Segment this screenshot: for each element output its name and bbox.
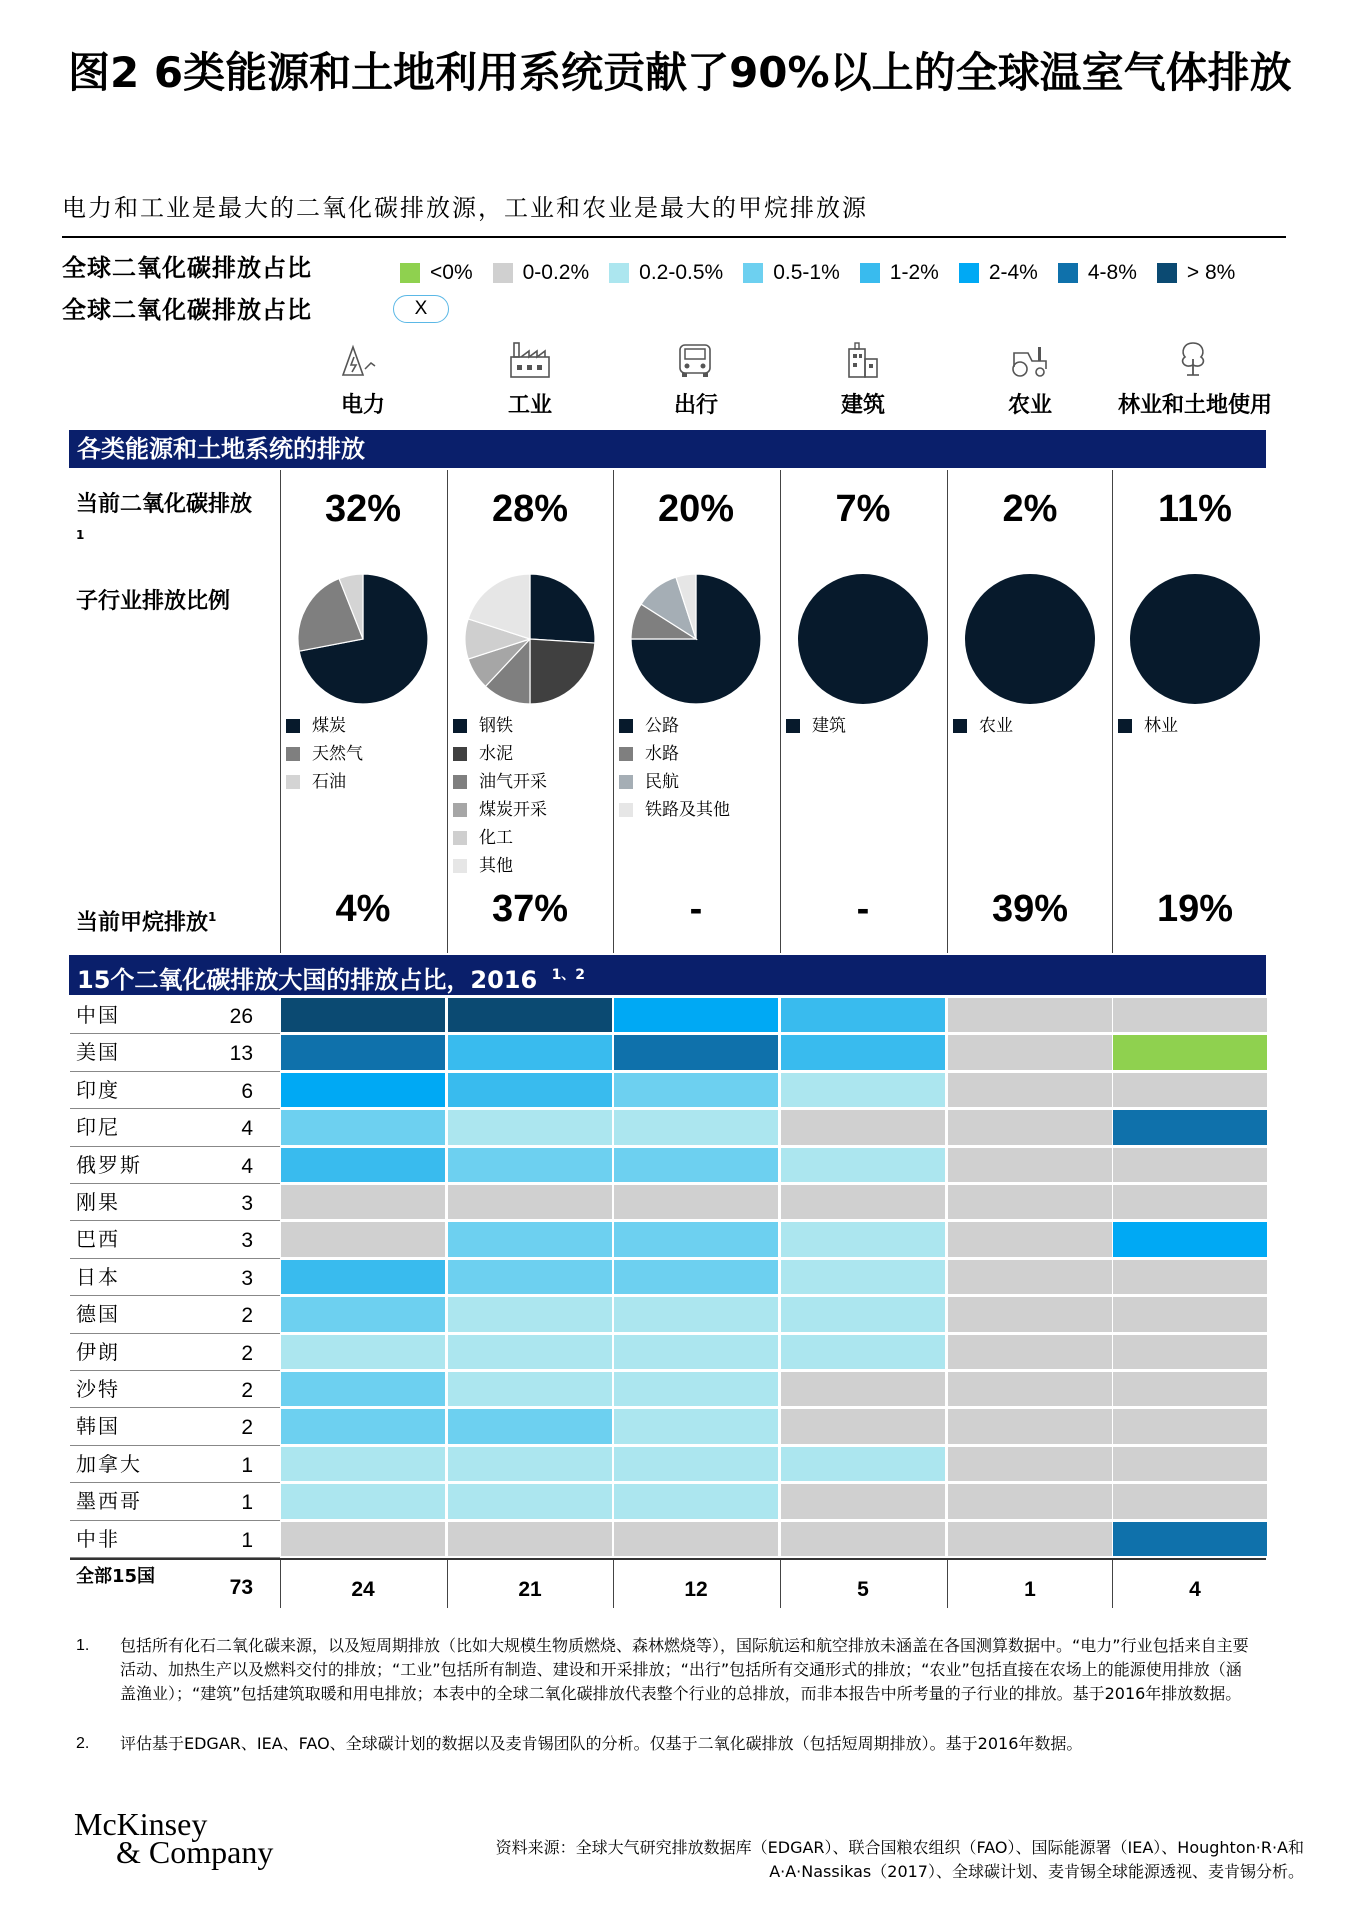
country-share: 2 [241,1341,253,1365]
heatmap-cell [614,1335,778,1369]
sector-header [780,334,946,419]
heatmap-cell [781,1447,945,1481]
sector-header [280,334,446,419]
methane-footnote-ref: 1 [208,910,217,924]
legend-item [493,261,590,285]
car-icon [613,334,779,382]
co2-share: 2% [1002,488,1058,530]
heatmap-cell [781,1297,945,1331]
subsector-legend [453,712,547,880]
section2-footnote-ref: 1、2 [551,967,586,983]
legend-item [609,261,723,285]
source-note: 资料来源：全球大气研究排放数据库（EDGAR）、联合国粮农组织（FAO）、国际能源署（IEA）、Houghton·R·A和A·A·Nassikas（2017）、全球碳计划、麦肯锡全球能源透视、麦肯锡分析。 [495,1838,1304,1881]
heatmap-cell [781,1148,945,1182]
column-divider [447,470,448,953]
legend-swatch [619,775,633,789]
subsector-name: 建筑 [812,716,846,736]
heatmap-cell [614,1148,778,1182]
subsector-name: 铁路及其他 [645,800,730,820]
sector-header [447,334,613,419]
heatmap-cell [614,1297,778,1331]
heatmap-cell [614,1110,778,1144]
heatmap-cell [448,1073,612,1107]
sector-name: 出行 [673,393,718,418]
heatmap-cell [448,1185,612,1219]
heatmap-cell [614,1484,778,1518]
heatmap-cell [1113,1260,1267,1294]
heatmap-cell [948,998,1112,1032]
methane-share: 19% [1156,888,1234,930]
heatmap-cell [781,1073,945,1107]
legend-item-label: <0% [430,261,473,284]
subsector-legend-item [453,852,547,880]
heatmap-cell [448,1148,612,1182]
country-name: 美国 [76,1040,120,1065]
logo-line2: & Company [116,1834,274,1870]
country-share: 4 [241,1154,253,1178]
row-label-co2 [76,490,256,556]
legend-swatch [493,263,513,283]
tree-icon [1112,334,1278,382]
subsector-legend-item [619,768,730,796]
tractor-icon [947,334,1113,382]
heatmap-cell [948,1110,1112,1144]
totals-rule [70,1558,1266,1560]
sector-name: 电力 [340,393,385,418]
country-name: 巴西 [76,1227,120,1252]
legend-swatch [1118,719,1132,733]
subsector-legend-item [1118,712,1178,740]
legend-swatch [1058,263,1078,283]
heatmap-cell [1113,1409,1267,1443]
legend-swatch [953,719,967,733]
subsector-legend-item [619,712,730,740]
heatmap-cell [448,1222,612,1256]
heatmap-cell [281,1522,445,1556]
sector-header [1112,334,1278,419]
sector-total: 4 [1189,1578,1201,1601]
total-label: 全部15国 [76,1566,156,1587]
footnote-number: 1. [76,1637,90,1654]
methane-share: 37% [491,888,569,930]
subsector-legend-item [286,768,363,796]
column-divider [613,470,614,953]
heatmap-cell [614,998,778,1032]
legend-item [400,261,473,285]
sector-total: 1 [1024,1578,1036,1601]
page-subtitle: 电力和工业是最大的二氧化碳排放源，工业和农业是最大的甲烷排放源 [62,194,868,222]
heatmap-cell [1113,1222,1267,1256]
divider [62,236,1286,238]
subsector-pie [797,573,929,709]
subsector-legend-item [453,796,547,824]
heatmap-cell [448,1522,612,1556]
subsector-legend-item [619,796,730,824]
heatmap-cell [448,1110,612,1144]
legend-swatch [453,831,467,845]
legend-item [1058,261,1137,285]
heatmap-cell [281,1372,445,1406]
co2-footnote-ref: 1 [76,528,85,542]
subsector-name: 钢铁 [479,716,513,736]
country-name: 韩国 [76,1414,120,1439]
co2-share: 7% [835,488,891,530]
subsector-legend-item [619,740,730,768]
sector-total: 21 [518,1578,542,1601]
heatmap-cell [948,1522,1112,1556]
sector-total: 24 [351,1578,375,1601]
sector-name: 农业 [1007,393,1052,418]
legend-swatch [286,775,300,789]
heatmap-cell [614,1185,778,1219]
legend-swatch [619,747,633,761]
heatmap-cell [448,1260,612,1294]
mckinsey-logo [74,1808,273,1868]
subsector-name: 天然气 [312,744,363,764]
heatmap-cell [781,1522,945,1556]
country-share: 2 [241,1379,253,1402]
country-share: 4 [241,1117,253,1141]
subsector-name: 化工 [479,828,513,848]
heatmap-cell [281,998,445,1032]
sector-name: 工业 [507,393,552,418]
heatmap-cell [448,1447,612,1481]
sector-name: 林业和土地使用 [1117,393,1272,418]
country-share: 2 [241,1416,253,1440]
heatmap-cell [948,1260,1112,1294]
subsector-pie [297,573,429,709]
subsector-legend-item [453,712,547,740]
country-share: 3 [241,1266,253,1290]
methane-share: 39% [991,888,1069,930]
subsector-name: 民航 [645,772,679,792]
heatmap-cell [448,998,612,1032]
heatmap-cell [614,1222,778,1256]
sector-total: 12 [684,1578,708,1601]
heatmap-cell [948,1484,1112,1518]
subsector-legend-item [453,768,547,796]
legend-item-label: 4-8% [1087,261,1137,284]
subsector-name: 水泥 [479,744,513,764]
subsector-legend [953,712,1013,740]
methane-share: - [689,888,703,930]
subsector-name: 油气开采 [479,772,547,792]
heatmap-cell [948,1185,1112,1219]
country-name: 中非 [76,1526,120,1551]
legend-swatch [619,803,633,817]
building-icon [780,334,946,382]
heatmap-cell [614,1409,778,1443]
subsector-pie [630,573,762,709]
heatmap-cell [1113,998,1267,1032]
subsector-legend [1118,712,1178,740]
heatmap-cell [281,1222,445,1256]
country-share: 13 [229,1042,253,1066]
subsector-name: 公路 [645,716,679,736]
heatmap-cell [448,1335,612,1369]
legend-item [860,261,939,285]
heatmap-cell [948,1335,1112,1369]
heatmap-cell [614,1073,778,1107]
legend-swatch [1157,263,1177,283]
x-marker-pill: X [393,295,449,323]
country-share: 2 [241,1304,253,1328]
subsector-name: 其他 [479,856,513,876]
heatmap-cell [781,1484,945,1518]
heatmap-cell [781,1409,945,1443]
heatmap-cell [281,1484,445,1518]
legend-item-label: > 8% [1186,261,1236,284]
methane-label-text: 当前甲烷排放 [76,910,209,936]
pie-slice [965,574,1095,704]
legend-item-label: 2-4% [988,261,1038,284]
heatmap-cell [781,1035,945,1069]
total-all: 73 [229,1576,253,1599]
heatmap-cell [281,1110,445,1144]
legend-item [743,261,840,285]
country-name: 中国 [76,1003,120,1027]
heatmap-cell [948,1447,1112,1481]
sector-total: 5 [857,1578,869,1601]
heatmap-cell [281,1297,445,1331]
methane-share: 4% [335,888,391,930]
country-share: 1 [241,1453,253,1477]
legend-swatch [453,803,467,817]
heatmap-cell [1113,1372,1267,1406]
co2-label-text: 当前二氧化碳排放 [76,492,253,517]
sector-header [613,334,779,419]
legend-item-label: 0.2-0.5% [639,261,724,284]
heatmap-cell [1113,1522,1267,1556]
country-share: 26 [229,1005,253,1028]
heatmap-cell [1113,1035,1267,1069]
sector-header [947,334,1113,419]
subsector-name: 水路 [645,744,679,764]
legend-item-label: 0-0.2% [522,261,590,284]
footnote-number: 2. [76,1735,90,1752]
pie-slice [1130,574,1260,704]
co2-share: 11% [1158,488,1232,530]
heatmap-cell [448,1297,612,1331]
legend-swatch [959,263,979,283]
heatmap-cell [448,1409,612,1443]
co2-share: 28% [491,488,569,530]
heatmap-cell [781,1372,945,1406]
color-legend [400,258,1255,288]
heatmap-cell [281,1409,445,1443]
legend-swatch [286,747,300,761]
legend-swatch [453,775,467,789]
sector-name: 建筑 [840,393,885,418]
column-divider [780,470,781,953]
heatmap-cell [1113,1073,1267,1107]
heatmap-cell [948,1035,1112,1069]
row-label-methane [76,902,216,938]
country-name: 墨西哥 [76,1489,142,1514]
subsector-pie [964,573,1096,709]
country-name: 刚果 [76,1190,120,1214]
section-header-countries [69,955,1266,995]
column-divider [280,470,281,953]
country-share: 6 [241,1079,253,1103]
legend-swatch [453,719,467,733]
heatmap-cell [281,1260,445,1294]
subsector-name: 石油 [312,772,346,792]
subsector-name: 煤炭开采 [479,800,547,820]
heatmap-cell [948,1409,1112,1443]
heatmap-cell [614,1035,778,1069]
footnote-text: 包括所有化石二氧化碳来源，以及短周期排放（比如大规模生物质燃烧、森林燃烧等），国际航运和航空排放未涵盖在各国测算数据中。“电力”行业包括来自主要活动、加热生产以及燃料交付的排放；“工业”包括所有制造、建设和开采排放；“出行”包括所有交通形式的排放；“农业”包括直接在农场上的能源使用排放（涵盖渔业）；“建筑”包括建筑取暖和用电排放；本表中的全球二氧化碳排放代表整个行业的总排放，而非本报告中所考量的子行业的排放。基于2016年排放数据。 [120,1636,1249,1703]
subsector-legend [786,712,846,740]
legend-item [1157,261,1235,285]
legend-swatch [609,263,629,283]
legend-swatch [286,719,300,733]
legend-swatch [743,263,763,283]
heatmap-cell [448,1372,612,1406]
pie-slice [530,639,595,704]
subsector-legend-item [453,824,547,852]
country-name: 印尼 [76,1115,120,1140]
subsector-legend [619,712,730,824]
heatmap-cell [614,1372,778,1406]
heatmap-cell [781,998,945,1032]
subsector-pie [1129,573,1261,709]
country-share: 1 [241,1491,253,1515]
pie-slice [530,574,595,643]
country-share: 1 [241,1528,253,1552]
subsector-pie [464,573,596,709]
subsector-name: 煤炭 [312,716,346,736]
footnote [76,1634,1256,1706]
heatmap-cell [1113,1484,1267,1518]
subsector-name: 农业 [979,716,1013,736]
heatmap-cell [281,1148,445,1182]
heatmap-cell [448,1484,612,1518]
heatmap-cell [281,1073,445,1107]
legend-label: 全球二氧化碳排放占比 [62,254,312,282]
legend-item [959,261,1038,285]
country-name: 德国 [76,1302,120,1327]
heatmap-cell [781,1185,945,1219]
heatmap-cell [281,1185,445,1219]
subsector-legend-item [786,712,846,740]
heatmap-cell [1113,1335,1267,1369]
co2-share: 20% [657,488,735,530]
country-name: 印度 [76,1077,120,1102]
logo-line1: McKinsey [74,1806,208,1842]
heatmap-cell [781,1110,945,1144]
heatmap-cell [948,1222,1112,1256]
co2-share: 32% [324,488,402,530]
row-label-subsector: 子行业排放比例 [76,589,231,614]
heatmap-cell [281,1035,445,1069]
legend-label-2: 全球二氧化碳排放占比 [62,296,312,324]
country-name: 伊朗 [76,1339,120,1364]
pie-slice [798,574,928,704]
country-name: 俄罗斯 [76,1152,142,1177]
legend-item-label: 0.5-1% [773,261,840,284]
heatmap-cell [614,1260,778,1294]
legend-swatch [860,263,880,283]
legend-swatch [453,747,467,761]
page-title: 图2 6类能源和土地利用系统贡献了90%以上的全球温室气体排放 [68,48,1292,97]
heatmap-cell [781,1335,945,1369]
country-share: 3 [241,1229,253,1253]
country-name: 加拿大 [76,1451,142,1476]
legend-swatch [453,859,467,873]
subsector-legend-item [286,712,363,740]
column-divider [947,470,948,953]
heatmap-cell [781,1260,945,1294]
legend-swatch [400,263,420,283]
country-name: 沙特 [76,1377,120,1401]
heatmap-cell [948,1372,1112,1406]
methane-share: - [856,888,870,930]
heatmap-cell [614,1447,778,1481]
heatmap-cell [281,1447,445,1481]
section-header-systems: 各类能源和土地系统的排放 [69,430,1266,468]
heatmap-cell [948,1297,1112,1331]
footnote-text: 评估基于EDGAR、IEA、FAO、全球碳计划的数据以及麦肯锡团队的分析。仅基于二氧化碳排放（包括短周期排放）。基于2016年数据。 [120,1734,1083,1753]
heatmap-cell [948,1148,1112,1182]
power-icon [280,334,446,382]
heatmap-cell [948,1073,1112,1107]
heatmap-cell [1113,1297,1267,1331]
legend-item-label: 1-2% [889,261,939,284]
legend-swatch [786,719,800,733]
legend-swatch [619,719,633,733]
subsector-name: 林业 [1144,716,1178,736]
country-share: 3 [241,1192,253,1215]
heatmap-cell [614,1522,778,1556]
heatmap-cell [448,1035,612,1069]
subsector-legend-item [453,740,547,768]
heatmap-cell [1113,1110,1267,1144]
heatmap-cell [1113,1148,1267,1182]
country-name: 日本 [76,1264,120,1289]
section2-title: 15个二氧化碳排放大国的排放占比，2016 [77,966,538,994]
column-divider [1112,470,1113,953]
footnote [76,1732,1256,1756]
factory-icon [447,334,613,382]
subsector-legend [286,712,363,796]
subsector-legend-item [286,740,363,768]
heatmap-cell [281,1335,445,1369]
subsector-legend-item [953,712,1013,740]
heatmap-cell [781,1222,945,1256]
heatmap-cell [1113,1185,1267,1219]
heatmap-cell [1113,1447,1267,1481]
